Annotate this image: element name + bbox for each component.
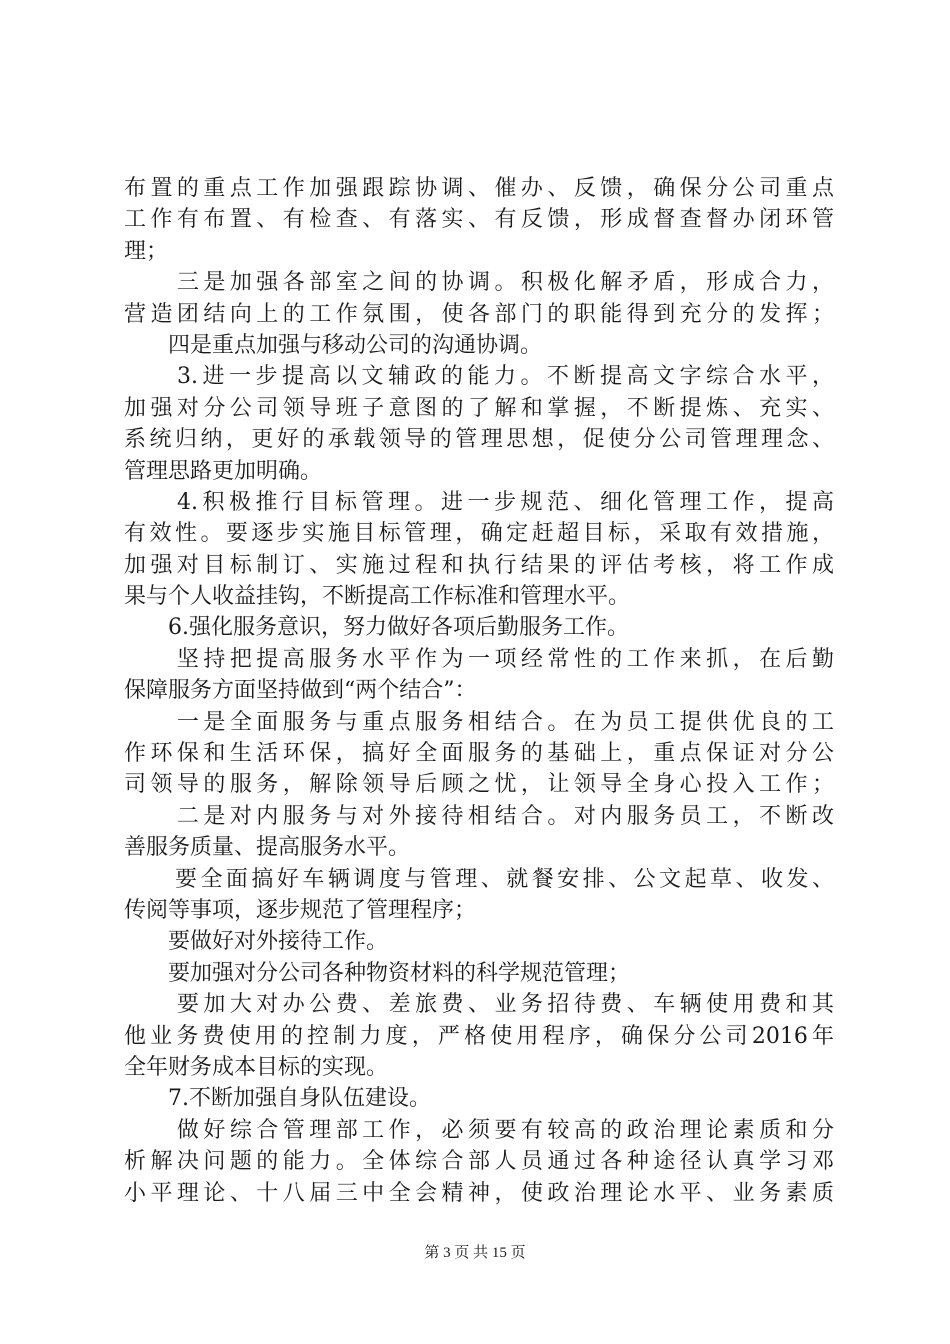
text-line: 三是加强各部室之间的协调。积极化解矛盾，形成合力，: [124, 270, 834, 296]
text-line: 要做好对外接待工作。: [124, 929, 389, 955]
text-line: 要全面搞好车辆调度与管理、就餐安排、公文起草、收发、: [124, 866, 834, 892]
text-line: 全年财务成本目标的实现。: [124, 1054, 389, 1080]
text-line: 传阅等事项，逐步规范了管理程序；: [124, 897, 477, 923]
text-line: 营造团结向上的工作氛围，使各部门的职能得到充分的发挥；: [124, 301, 834, 327]
text-line: 7.不断加强自身队伍建设。: [124, 1086, 431, 1112]
text-line: 四是重点加强与移动公司的沟通协调。: [124, 332, 543, 358]
text-line: 作环保和生活环保，搞好全面服务的基础上，重点保证对分公: [124, 741, 834, 767]
text-line: 做好综合管理部工作，必须要有较高的政治理论素质和分: [124, 1117, 834, 1143]
text-line: 管理思路更加明确。: [124, 458, 323, 484]
text-line: 6.强化服务意识，努力做好各项后勤服务工作。: [124, 615, 629, 641]
text-line: 他业务费使用的控制力度，严格使用程序，确保分公司2016年: [124, 1023, 834, 1049]
text-line: 要加强对分公司各种物资材料的科学规范管理；: [124, 960, 631, 986]
text-line: 果与个人收益挂钩，不断提高工作标准和管理水平。: [124, 584, 631, 610]
text-line: 理；: [124, 238, 169, 264]
text-line: 析解决问题的能力。全体综合部人员通过各种途径认真学习邓: [124, 1149, 834, 1175]
text-line: 加强对目标制订、实施过程和执行结果的评估考核，将工作成: [124, 552, 834, 578]
text-line: 有效性。要逐步实施目标管理，确定赶超目标，采取有效措施，: [124, 521, 834, 547]
text-line: 要加大对办公费、差旅费、业务招待费、车辆使用费和其: [124, 992, 834, 1018]
page-footer: 第 3 页 共 15 页: [424, 1245, 526, 1261]
text-line: 4.积极推行目标管理。进一步规范、细化管理工作，提高: [124, 489, 834, 515]
text-line: 3.进一步提高以文辅政的能力。不断提高文字综合水平，: [124, 364, 834, 390]
body-text: [124, 173, 834, 1209]
text-line: 小平理论、十八届三中全会精神，使政治理论水平、业务素质: [124, 1180, 834, 1206]
text-line: 加强对分公司领导班子意图的了解和掌握，不断提炼、充实、: [124, 395, 834, 421]
text-line: 二是对内服务与对外接待相结合。对内服务员工，不断改: [124, 803, 834, 829]
text-line: 工作有布置、有检查、有落实、有反馈，形成督查督办闭环管: [124, 207, 834, 233]
text-line: 司领导的服务，解除领导后顾之忧，让领导全身心投入工作；: [124, 772, 834, 798]
text-line: 善服务质量、提高服务水平。: [124, 835, 411, 861]
text-line: 系统归纳，更好的承载领导的管理思想，促使分公司管理理念、: [124, 427, 834, 453]
text-line: 布置的重点工作加强跟踪协调、催办、反馈，确保分公司重点: [124, 176, 834, 201]
text-line: 一是全面服务与重点服务相结合。在为员工提供优良的工: [124, 709, 834, 735]
text-line: 坚持把提高服务水平作为一项经常性的工作来抓，在后勤: [124, 646, 834, 672]
text-line: 保障服务方面坚持做到“两个结合”：: [124, 678, 477, 704]
